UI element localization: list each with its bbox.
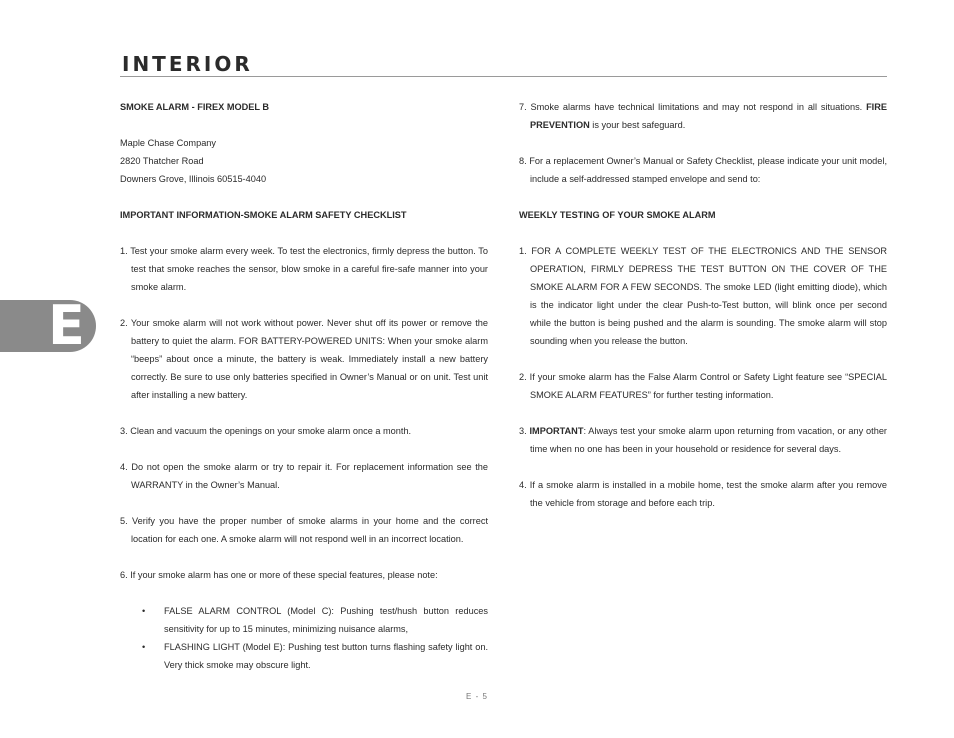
smoke-alarm-heading: SMOKE ALARM - FIREX MODEL B bbox=[120, 102, 270, 112]
address-line: Maple Chase Company bbox=[120, 138, 217, 148]
item7-tail: is your best safeguard. bbox=[592, 120, 686, 130]
address-line: Downers Grove, Illinois 60515-4040 bbox=[120, 174, 267, 184]
bullet-icon: • bbox=[142, 642, 146, 652]
title-divider bbox=[120, 76, 887, 77]
checklist-item: 3. Clean and vacuum the openings on your smoke alarm once a month. bbox=[120, 426, 412, 436]
checklist-item: 8. For a replacement Owner’s Manual or Safety Checklist, please indicate your unit model, include a self-addressed stamped envelope and send to: bbox=[519, 156, 887, 184]
chapter-tab bbox=[0, 294, 96, 357]
item7-emphasis: FIRE PREVENTION bbox=[530, 102, 887, 130]
chapter-tab-letter: E bbox=[48, 294, 85, 357]
feature-list-item bbox=[120, 602, 488, 638]
weekly-item: 1. FOR A COMPLETE WEEKLY TEST OF THE ELECTRONICS AND THE SENSOR OPERATION, FIRMLY DEPRESS THE TEST BUTTON ON THE COVER OF THE SMOKE ALARM FOR A FEW SECONDS. The smoke LED (light emitting diode), which is the indicator light under the clear Push-to-Test button, will blink once per second while the button is being pushed and the alarm is sounding. The smoke alarm will stop sounding when you release the button. bbox=[519, 246, 887, 346]
feature-list-item bbox=[120, 638, 488, 674]
checklist-item: 2. Your smoke alarm will not work without power. Never shut off its power or remove the battery to quiet the alarm. FOR BATTERY-POWERED UNITS: When your smoke alarm “beeps” about once a minute, the battery is weak. Immediately install a new battery correctly. Be sure to use only batteries specified in Owner’s Manual or on unit. Test unit after installing a new battery. bbox=[120, 318, 488, 400]
bullet-icon: • bbox=[142, 606, 146, 616]
checklist-heading: IMPORTANT INFORMATION-SMOKE ALARM SAFETY CHECKLIST bbox=[120, 210, 407, 220]
weekly3-text: : Always test your smoke alarm upon returning from vacation, or any other time when no one has been in your household or residence for several days. bbox=[530, 426, 887, 454]
item7-text: 7. Smoke alarms have technical limitations and may not respond in all situations. bbox=[519, 102, 863, 112]
feature-list bbox=[120, 602, 488, 674]
address-line: 2820 Thatcher Road bbox=[120, 156, 204, 166]
feature-text: FALSE ALARM CONTROL (Model C): Pushing test/hush button reduces sensitivity for up to 15 minutes, minimizing nuisance alarms, bbox=[164, 606, 488, 634]
weekly-testing-heading: WEEKLY TESTING OF YOUR SMOKE ALARM bbox=[519, 210, 716, 220]
right-column bbox=[519, 98, 887, 512]
checklist-item: 6. If your smoke alarm has one or more of these special features, please note: bbox=[120, 570, 438, 580]
section-title: INTERIOR bbox=[122, 52, 253, 76]
page-number: E - 5 bbox=[466, 692, 488, 701]
weekly-item: 4. If a smoke alarm is installed in a mobile home, test the smoke alarm after you remove the vehicle from storage and before each trip. bbox=[519, 480, 887, 508]
weekly-item: 2. If your smoke alarm has the False Alarm Control or Safety Light feature see “SPECIAL SMOKE ALARM FEATURES” for further testing information. bbox=[519, 372, 887, 400]
checklist-item bbox=[519, 98, 887, 134]
weekly3-prefix: 3. bbox=[519, 426, 527, 436]
checklist-item: 5. Verify you have the proper number of smoke alarms in your home and the correct location for each one. A smoke alarm will not respond well in an incorrect location. bbox=[120, 516, 488, 544]
checklist-item: 4. Do not open the smoke alarm or try to repair it. For replacement information see the WARRANTY in the Owner’s Manual. bbox=[120, 462, 488, 490]
left-column bbox=[120, 98, 488, 674]
weekly3-emphasis: IMPORTANT bbox=[529, 426, 584, 436]
feature-text: FLASHING LIGHT (Model E): Pushing test button turns flashing safety light on. Very thick smoke may obscure light. bbox=[164, 642, 488, 670]
weekly-item bbox=[519, 422, 887, 458]
checklist-item: 1. Test your smoke alarm every week. To test the electronics, firmly depress the button. To test that smoke reaches the sensor, blow smoke in a careful fire-safe manner into your smoke alarm. bbox=[120, 246, 488, 292]
